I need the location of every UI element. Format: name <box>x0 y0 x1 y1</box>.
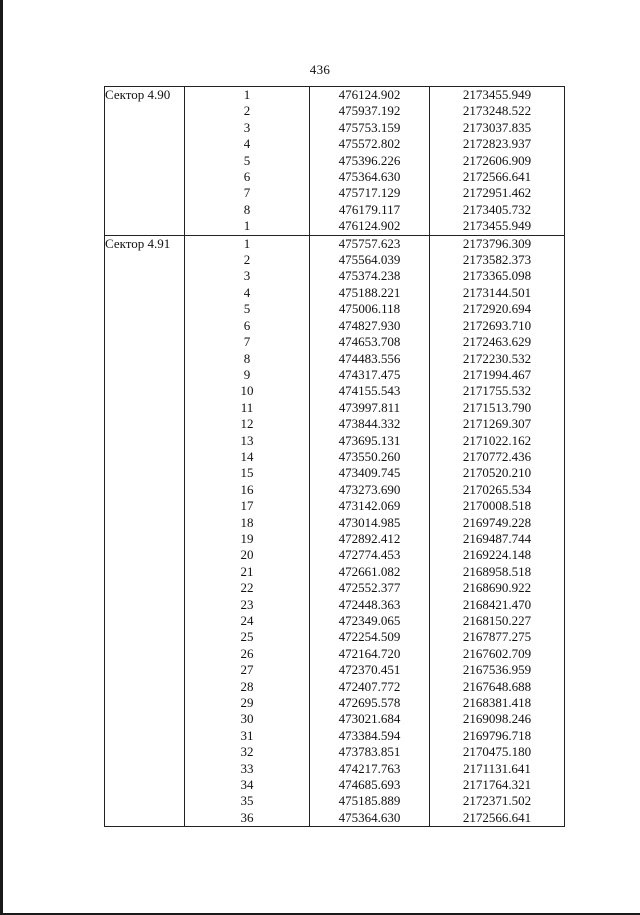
y-coordinate: 2171513.790 <box>430 400 565 416</box>
x-coordinate: 472774.453 <box>310 547 430 563</box>
x-coordinate: 473783.851 <box>310 744 430 760</box>
sector-name-empty <box>105 646 185 662</box>
x-coordinate: 475757.623 <box>310 235 430 252</box>
table-row <box>105 679 565 695</box>
table-row <box>105 252 565 268</box>
point-number: 4 <box>185 136 310 152</box>
table-row <box>105 433 565 449</box>
x-coordinate: 473014.985 <box>310 515 430 531</box>
sector-name-empty <box>105 449 185 465</box>
point-number: 30 <box>185 711 310 727</box>
point-number: 9 <box>185 367 310 383</box>
sector-group <box>105 235 565 827</box>
sector-name-empty <box>105 744 185 760</box>
y-coordinate: 2171022.162 <box>430 433 565 449</box>
x-coordinate: 475364.630 <box>310 169 430 185</box>
y-coordinate: 2167877.275 <box>430 629 565 645</box>
sector-name-empty <box>105 728 185 744</box>
point-number: 15 <box>185 465 310 481</box>
table-row <box>105 351 565 367</box>
y-coordinate: 2172920.694 <box>430 301 565 317</box>
table-row <box>105 465 565 481</box>
point-number: 32 <box>185 744 310 760</box>
point-number: 26 <box>185 646 310 662</box>
x-coordinate: 474685.693 <box>310 777 430 793</box>
table-row <box>105 449 565 465</box>
y-coordinate: 2170008.518 <box>430 498 565 514</box>
sector-name-empty <box>105 810 185 827</box>
table-row <box>105 301 565 317</box>
point-number: 25 <box>185 629 310 645</box>
sector-name-empty <box>105 285 185 301</box>
sector-name-empty <box>105 613 185 629</box>
point-number: 33 <box>185 761 310 777</box>
x-coordinate: 473844.332 <box>310 416 430 432</box>
y-coordinate: 2172463.629 <box>430 334 565 350</box>
sector-name-empty <box>105 662 185 678</box>
table-row <box>105 613 565 629</box>
y-coordinate: 2173144.501 <box>430 285 565 301</box>
table-row <box>105 482 565 498</box>
coordinates-table <box>104 86 565 827</box>
x-coordinate: 474217.763 <box>310 761 430 777</box>
x-coordinate: 473550.260 <box>310 449 430 465</box>
x-coordinate: 474317.475 <box>310 367 430 383</box>
sector-name-empty <box>105 301 185 317</box>
x-coordinate: 476124.902 <box>310 87 430 104</box>
x-coordinate: 475006.118 <box>310 301 430 317</box>
y-coordinate: 2167602.709 <box>430 646 565 662</box>
y-coordinate: 2168690.922 <box>430 580 565 596</box>
x-coordinate: 473021.684 <box>310 711 430 727</box>
x-coordinate: 472892.412 <box>310 531 430 547</box>
y-coordinate: 2173365.098 <box>430 268 565 284</box>
table-row <box>105 218 565 235</box>
sector-name-empty <box>105 383 185 399</box>
sector-name-empty <box>105 433 185 449</box>
table-row <box>105 169 565 185</box>
x-coordinate: 475188.221 <box>310 285 430 301</box>
point-number: 18 <box>185 515 310 531</box>
y-coordinate: 2171131.641 <box>430 761 565 777</box>
sector-name-empty <box>105 547 185 563</box>
y-coordinate: 2168381.418 <box>430 695 565 711</box>
sector-name-empty <box>105 416 185 432</box>
x-coordinate: 474827.930 <box>310 318 430 334</box>
point-number: 3 <box>185 268 310 284</box>
table-row <box>105 597 565 613</box>
sector-name-empty <box>105 120 185 136</box>
scan-edge-left <box>0 0 3 915</box>
y-coordinate: 2171755.532 <box>430 383 565 399</box>
x-coordinate: 473273.690 <box>310 482 430 498</box>
point-number: 10 <box>185 383 310 399</box>
table-row <box>105 793 565 809</box>
x-coordinate: 475753.159 <box>310 120 430 136</box>
table-row <box>105 202 565 218</box>
table-row <box>105 103 565 119</box>
point-number: 29 <box>185 695 310 711</box>
x-coordinate: 473142.069 <box>310 498 430 514</box>
y-coordinate: 2167648.688 <box>430 679 565 695</box>
sector-name-empty <box>105 531 185 547</box>
y-coordinate: 2169796.718 <box>430 728 565 744</box>
point-number: 4 <box>185 285 310 301</box>
y-coordinate: 2170520.210 <box>430 465 565 481</box>
point-number: 24 <box>185 613 310 629</box>
table-row <box>105 695 565 711</box>
sector-name-empty <box>105 482 185 498</box>
sector-name-empty <box>105 777 185 793</box>
table-row <box>105 136 565 152</box>
x-coordinate: 472407.772 <box>310 679 430 695</box>
table-row <box>105 285 565 301</box>
table-row <box>105 761 565 777</box>
table-row <box>105 120 565 136</box>
sector-name-empty <box>105 334 185 350</box>
y-coordinate: 2171269.307 <box>430 416 565 432</box>
sector-group <box>105 87 565 236</box>
point-number: 5 <box>185 301 310 317</box>
point-number: 1 <box>185 235 310 252</box>
table-row <box>105 318 565 334</box>
sector-name-empty <box>105 515 185 531</box>
x-coordinate: 472349.065 <box>310 613 430 629</box>
point-number: 12 <box>185 416 310 432</box>
table-row <box>105 185 565 201</box>
point-number: 23 <box>185 597 310 613</box>
point-number: 16 <box>185 482 310 498</box>
point-number: 20 <box>185 547 310 563</box>
x-coordinate: 472695.578 <box>310 695 430 711</box>
x-coordinate: 474653.708 <box>310 334 430 350</box>
table-row <box>105 728 565 744</box>
sector-name-empty <box>105 711 185 727</box>
table-row <box>105 268 565 284</box>
table-row <box>105 153 565 169</box>
sector-name-empty <box>105 103 185 119</box>
page-number: 436 <box>309 62 331 77</box>
sector-name-empty <box>105 597 185 613</box>
table-row <box>105 400 565 416</box>
y-coordinate: 2170772.436 <box>430 449 565 465</box>
y-coordinate: 2172230.532 <box>430 351 565 367</box>
point-number: 36 <box>185 810 310 827</box>
x-coordinate: 472661.082 <box>310 564 430 580</box>
table-row <box>105 777 565 793</box>
x-coordinate: 475572.802 <box>310 136 430 152</box>
sector-name-empty <box>105 793 185 809</box>
point-number: 2 <box>185 252 310 268</box>
sector-name-empty <box>105 580 185 596</box>
table-row <box>105 416 565 432</box>
y-coordinate: 2172823.937 <box>430 136 565 152</box>
x-coordinate: 473409.745 <box>310 465 430 481</box>
point-number: 3 <box>185 120 310 136</box>
table-row <box>105 744 565 760</box>
sector-name-empty <box>105 153 185 169</box>
y-coordinate: 2172951.462 <box>430 185 565 201</box>
point-number: 14 <box>185 449 310 465</box>
point-number: 1 <box>185 87 310 104</box>
point-number: 11 <box>185 400 310 416</box>
table-row <box>105 711 565 727</box>
table-row <box>105 498 565 514</box>
table-row <box>105 515 565 531</box>
table-row <box>105 547 565 563</box>
x-coordinate: 472254.509 <box>310 629 430 645</box>
x-coordinate: 472370.451 <box>310 662 430 678</box>
table-row <box>105 646 565 662</box>
x-coordinate: 476179.117 <box>310 202 430 218</box>
sector-name-empty <box>105 351 185 367</box>
y-coordinate: 2171994.467 <box>430 367 565 383</box>
sector-name-empty <box>105 185 185 201</box>
table-row <box>105 235 565 252</box>
y-coordinate: 2172693.710 <box>430 318 565 334</box>
x-coordinate: 475374.238 <box>310 268 430 284</box>
y-coordinate: 2170265.534 <box>430 482 565 498</box>
sector-name-empty <box>105 318 185 334</box>
point-number: 8 <box>185 202 310 218</box>
x-coordinate: 472164.720 <box>310 646 430 662</box>
y-coordinate: 2171764.321 <box>430 777 565 793</box>
sector-name-empty <box>105 679 185 695</box>
y-coordinate: 2168150.227 <box>430 613 565 629</box>
point-number: 31 <box>185 728 310 744</box>
x-coordinate: 475564.039 <box>310 252 430 268</box>
y-coordinate: 2173582.373 <box>430 252 565 268</box>
y-coordinate: 2173037.835 <box>430 120 565 136</box>
sector-name-empty <box>105 695 185 711</box>
point-number: 2 <box>185 103 310 119</box>
y-coordinate: 2168958.518 <box>430 564 565 580</box>
sector-name-empty <box>105 564 185 580</box>
point-number: 1 <box>185 218 310 235</box>
y-coordinate: 2172566.641 <box>430 810 565 827</box>
y-coordinate: 2168421.470 <box>430 597 565 613</box>
x-coordinate: 472552.377 <box>310 580 430 596</box>
table-row <box>105 662 565 678</box>
sector-name-empty <box>105 252 185 268</box>
y-coordinate: 2172371.502 <box>430 793 565 809</box>
table-row <box>105 383 565 399</box>
sector-name-empty <box>105 629 185 645</box>
y-coordinate: 2173796.309 <box>430 235 565 252</box>
y-coordinate: 2169487.744 <box>430 531 565 547</box>
y-coordinate: 2173248.522 <box>430 103 565 119</box>
x-coordinate: 473997.811 <box>310 400 430 416</box>
point-number: 5 <box>185 153 310 169</box>
sector-name-empty <box>105 465 185 481</box>
sector-name-empty <box>105 218 185 235</box>
x-coordinate: 475717.129 <box>310 185 430 201</box>
point-number: 13 <box>185 433 310 449</box>
y-coordinate: 2173455.949 <box>430 87 565 104</box>
y-coordinate: 2169098.246 <box>430 711 565 727</box>
y-coordinate: 2167536.959 <box>430 662 565 678</box>
table-row <box>105 580 565 596</box>
point-number: 17 <box>185 498 310 514</box>
sector-name-empty <box>105 367 185 383</box>
y-coordinate: 2172566.641 <box>430 169 565 185</box>
sector-name-empty <box>105 202 185 218</box>
table-row <box>105 531 565 547</box>
x-coordinate: 475396.226 <box>310 153 430 169</box>
y-coordinate: 2172606.909 <box>430 153 565 169</box>
x-coordinate: 473695.131 <box>310 433 430 449</box>
table-row <box>105 810 565 827</box>
x-coordinate: 473384.594 <box>310 728 430 744</box>
y-coordinate: 2173455.949 <box>430 218 565 235</box>
y-coordinate: 2170475.180 <box>430 744 565 760</box>
table-row <box>105 564 565 580</box>
point-number: 34 <box>185 777 310 793</box>
point-number: 6 <box>185 318 310 334</box>
x-coordinate: 474483.556 <box>310 351 430 367</box>
table-row <box>105 87 565 104</box>
point-number: 6 <box>185 169 310 185</box>
sector-name: Сектор 4.90 <box>105 87 185 104</box>
x-coordinate: 475364.630 <box>310 810 430 827</box>
x-coordinate: 474155.543 <box>310 383 430 399</box>
point-number: 7 <box>185 185 310 201</box>
point-number: 19 <box>185 531 310 547</box>
y-coordinate: 2169749.228 <box>430 515 565 531</box>
sector-name-empty <box>105 498 185 514</box>
sector-name-empty <box>105 268 185 284</box>
table-row <box>105 334 565 350</box>
sector-name-empty <box>105 169 185 185</box>
point-number: 35 <box>185 793 310 809</box>
table-row <box>105 367 565 383</box>
point-number: 27 <box>185 662 310 678</box>
point-number: 7 <box>185 334 310 350</box>
x-coordinate: 476124.902 <box>310 218 430 235</box>
sector-name: Сектор 4.91 <box>105 235 185 252</box>
y-coordinate: 2173405.732 <box>430 202 565 218</box>
table-row <box>105 629 565 645</box>
point-number: 28 <box>185 679 310 695</box>
sector-name-empty <box>105 761 185 777</box>
x-coordinate: 475185.889 <box>310 793 430 809</box>
y-coordinate: 2169224.148 <box>430 547 565 563</box>
sector-name-empty <box>105 136 185 152</box>
x-coordinate: 475937.192 <box>310 103 430 119</box>
point-number: 22 <box>185 580 310 596</box>
point-number: 8 <box>185 351 310 367</box>
x-coordinate: 472448.363 <box>310 597 430 613</box>
sector-name-empty <box>105 400 185 416</box>
point-number: 21 <box>185 564 310 580</box>
